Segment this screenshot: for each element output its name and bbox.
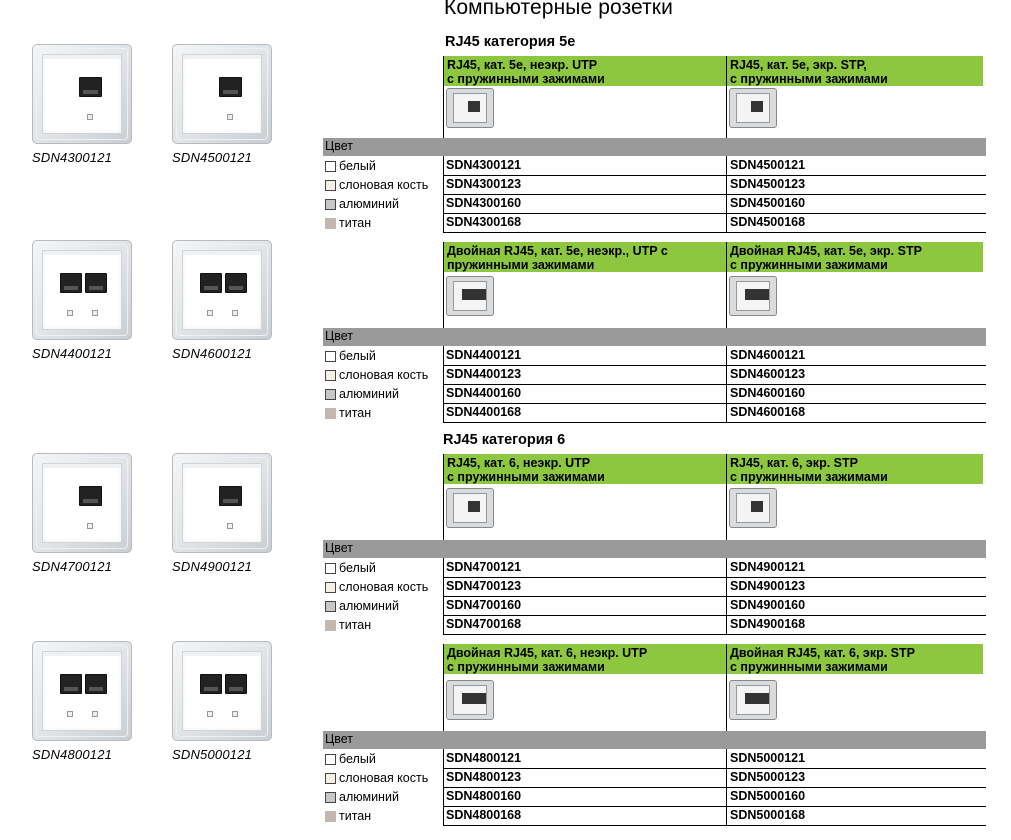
socket-thumbnail: [446, 88, 494, 128]
product-code: SDN4900121: [172, 559, 253, 574]
color-name: слоновая кость: [339, 771, 429, 785]
product-code: SDN4700121: [32, 559, 113, 574]
color-name: слоновая кость: [339, 580, 429, 594]
article-code-utp: SDN4700160: [446, 598, 522, 612]
socket-image: [172, 453, 272, 553]
color-name: белый: [339, 561, 376, 575]
color-name: титан: [339, 406, 372, 420]
article-code-stp: SDN4900168: [730, 617, 806, 631]
color-swatch: [325, 601, 336, 612]
socket-thumbnail: [729, 488, 777, 528]
color-swatch: [325, 351, 336, 362]
table-row: [323, 769, 986, 788]
color-swatch: [325, 370, 336, 381]
color-name: алюминий: [339, 790, 399, 804]
table-row: [323, 404, 986, 423]
socket-image: [32, 453, 132, 553]
product-photo: [32, 44, 132, 165]
row-divider: [443, 634, 986, 635]
color-header-bar: Цвет: [323, 540, 986, 558]
color-swatch: [325, 620, 336, 631]
product-code: SDN4600121: [172, 346, 253, 361]
color-name: слоновая кость: [339, 178, 429, 192]
article-code-stp: SDN4600160: [730, 386, 806, 400]
section-title-cat6: RJ45 категория 6: [443, 432, 566, 448]
column-header-stp: [727, 644, 983, 674]
header-line: RJ45, кат. 6, неэкр. UTP: [447, 456, 591, 470]
color-name: белый: [339, 159, 376, 173]
article-code-utp: SDN4800121: [446, 751, 522, 765]
header-line: пружинными зажимами: [447, 258, 595, 272]
article-code-stp: SDN4500160: [730, 196, 806, 210]
table-row: [323, 385, 986, 404]
article-code-utp: SDN4300160: [446, 196, 522, 210]
product-code: SDN4500121: [172, 150, 253, 165]
table-row: [323, 788, 986, 807]
table-row: [323, 347, 986, 366]
socket-image: [172, 641, 272, 741]
socket-thumbnail: [729, 680, 777, 720]
table-row: [323, 176, 986, 195]
article-code-stp: SDN4600168: [730, 405, 806, 419]
header-line: Двойная RJ45, кат. 5е, экр. STP: [730, 244, 922, 258]
article-code-stp: SDN4900160: [730, 598, 806, 612]
product-photo: [172, 240, 272, 361]
article-code-stp: SDN4500168: [730, 215, 806, 229]
color-header-bar: Цвет: [323, 138, 986, 156]
article-code-stp: SDN4900121: [730, 560, 806, 574]
color-name: титан: [339, 618, 372, 632]
color-header-bar: Цвет: [323, 328, 986, 346]
product-photo: [172, 453, 272, 574]
table-row: [323, 559, 986, 578]
table-row: [323, 578, 986, 597]
color-swatch: [325, 754, 336, 765]
article-code-stp: SDN4600123: [730, 367, 806, 381]
table-row: [323, 807, 986, 826]
socket-image: [172, 240, 272, 340]
table-row: [323, 214, 986, 233]
color-swatch: [325, 408, 336, 419]
article-code-stp: SDN5000123: [730, 770, 806, 784]
color-swatch: [325, 161, 336, 172]
color-name: алюминий: [339, 387, 399, 401]
color-name: алюминий: [339, 197, 399, 211]
socket-image: [172, 44, 272, 144]
product-photo: [32, 453, 132, 574]
color-swatch: [325, 582, 336, 593]
table-row: [323, 597, 986, 616]
color-swatch: [325, 792, 336, 803]
table-row: [323, 366, 986, 385]
color-swatch: [325, 389, 336, 400]
header-line: с пружинными зажимами: [447, 470, 605, 484]
color-swatch: [325, 773, 336, 784]
color-name: слоновая кость: [339, 368, 429, 382]
socket-image: [32, 641, 132, 741]
table-row: [323, 195, 986, 214]
color-header-bar: Цвет: [323, 731, 986, 749]
socket-thumbnail: [729, 276, 777, 316]
article-code-stp: SDN5000121: [730, 751, 806, 765]
socket-thumbnail: [729, 88, 777, 128]
column-header-stp: [727, 242, 983, 272]
product-photo: [32, 240, 132, 361]
column-header-utp: [444, 242, 726, 272]
header-line: Двойная RJ45, кат. 6, неэкр. UTP: [447, 646, 648, 660]
row-divider: [443, 825, 986, 826]
header-line: с пружинными зажимами: [730, 72, 888, 86]
article-code-utp: SDN4300121: [446, 158, 522, 172]
socket-thumbnail: [446, 488, 494, 528]
color-swatch: [325, 563, 336, 574]
article-code-stp: SDN4600121: [730, 348, 806, 362]
color-swatch: [325, 218, 336, 229]
column-header-stp: [727, 56, 983, 86]
column-header-utp: [444, 644, 726, 674]
column-header-stp: [727, 454, 983, 484]
color-name: титан: [339, 809, 372, 823]
color-swatch: [325, 811, 336, 822]
row-divider: [443, 422, 986, 423]
header-line: с пружинными зажимами: [730, 660, 888, 674]
product-code: SDN5000121: [172, 747, 253, 762]
product-code: SDN4300121: [32, 150, 113, 165]
color-name: белый: [339, 349, 376, 363]
socket-image: [32, 44, 132, 144]
color-name: белый: [339, 752, 376, 766]
section-title-cat5e: RJ45 категория 5е: [445, 34, 576, 50]
header-line: Двойная RJ45, кат. 5е, неэкр., UTP с: [447, 244, 668, 258]
article-code-stp: SDN4500123: [730, 177, 806, 191]
color-swatch: [325, 180, 336, 191]
header-line: с пружинными зажимами: [730, 470, 888, 484]
column-header-utp: [444, 454, 726, 484]
article-code-utp: SDN4700121: [446, 560, 522, 574]
article-code-stp: SDN4900123: [730, 579, 806, 593]
article-code-utp: SDN4800160: [446, 789, 522, 803]
table-row: [323, 157, 986, 176]
article-code-utp: SDN4300123: [446, 177, 522, 191]
product-code: SDN4400121: [32, 346, 113, 361]
header-line: RJ45, кат. 5е, экр. STP,: [730, 58, 867, 72]
article-code-utp: SDN4700168: [446, 617, 522, 631]
product-photo: [172, 44, 272, 165]
article-code-utp: SDN4400168: [446, 405, 522, 419]
article-code-stp: SDN5000168: [730, 808, 806, 822]
article-code-utp: SDN4400121: [446, 348, 522, 362]
header-line: с пружинными зажимами: [447, 72, 605, 86]
product-code: SDN4800121: [32, 747, 113, 762]
article-code-utp: SDN4800123: [446, 770, 522, 784]
article-code-utp: SDN4300168: [446, 215, 522, 229]
socket-thumbnail: [446, 276, 494, 316]
color-name: титан: [339, 216, 372, 230]
article-code-stp: SDN4500121: [730, 158, 806, 172]
column-header-utp: [444, 56, 726, 86]
header-line: с пружинными зажимами: [447, 660, 605, 674]
article-code-utp: SDN4400160: [446, 386, 522, 400]
header-line: с пружинными зажимами: [730, 258, 888, 272]
page-title: Компьютерные розетки: [444, 0, 673, 19]
socket-thumbnail: [446, 680, 494, 720]
color-swatch: [325, 199, 336, 210]
article-code-utp: SDN4400123: [446, 367, 522, 381]
header-line: Двойная RJ45, кат. 6, экр. STP: [730, 646, 915, 660]
article-code-utp: SDN4700123: [446, 579, 522, 593]
product-photo: [172, 641, 272, 762]
table-row: [323, 750, 986, 769]
header-line: RJ45, кат. 5е, неэкр. UTP: [447, 58, 598, 72]
socket-image: [32, 240, 132, 340]
article-code-utp: SDN4800168: [446, 808, 522, 822]
color-name: алюминий: [339, 599, 399, 613]
article-code-stp: SDN5000160: [730, 789, 806, 803]
row-divider: [443, 232, 986, 233]
header-line: RJ45, кат. 6, экр. STP: [730, 456, 858, 470]
table-row: [323, 616, 986, 635]
product-photo: [32, 641, 132, 762]
